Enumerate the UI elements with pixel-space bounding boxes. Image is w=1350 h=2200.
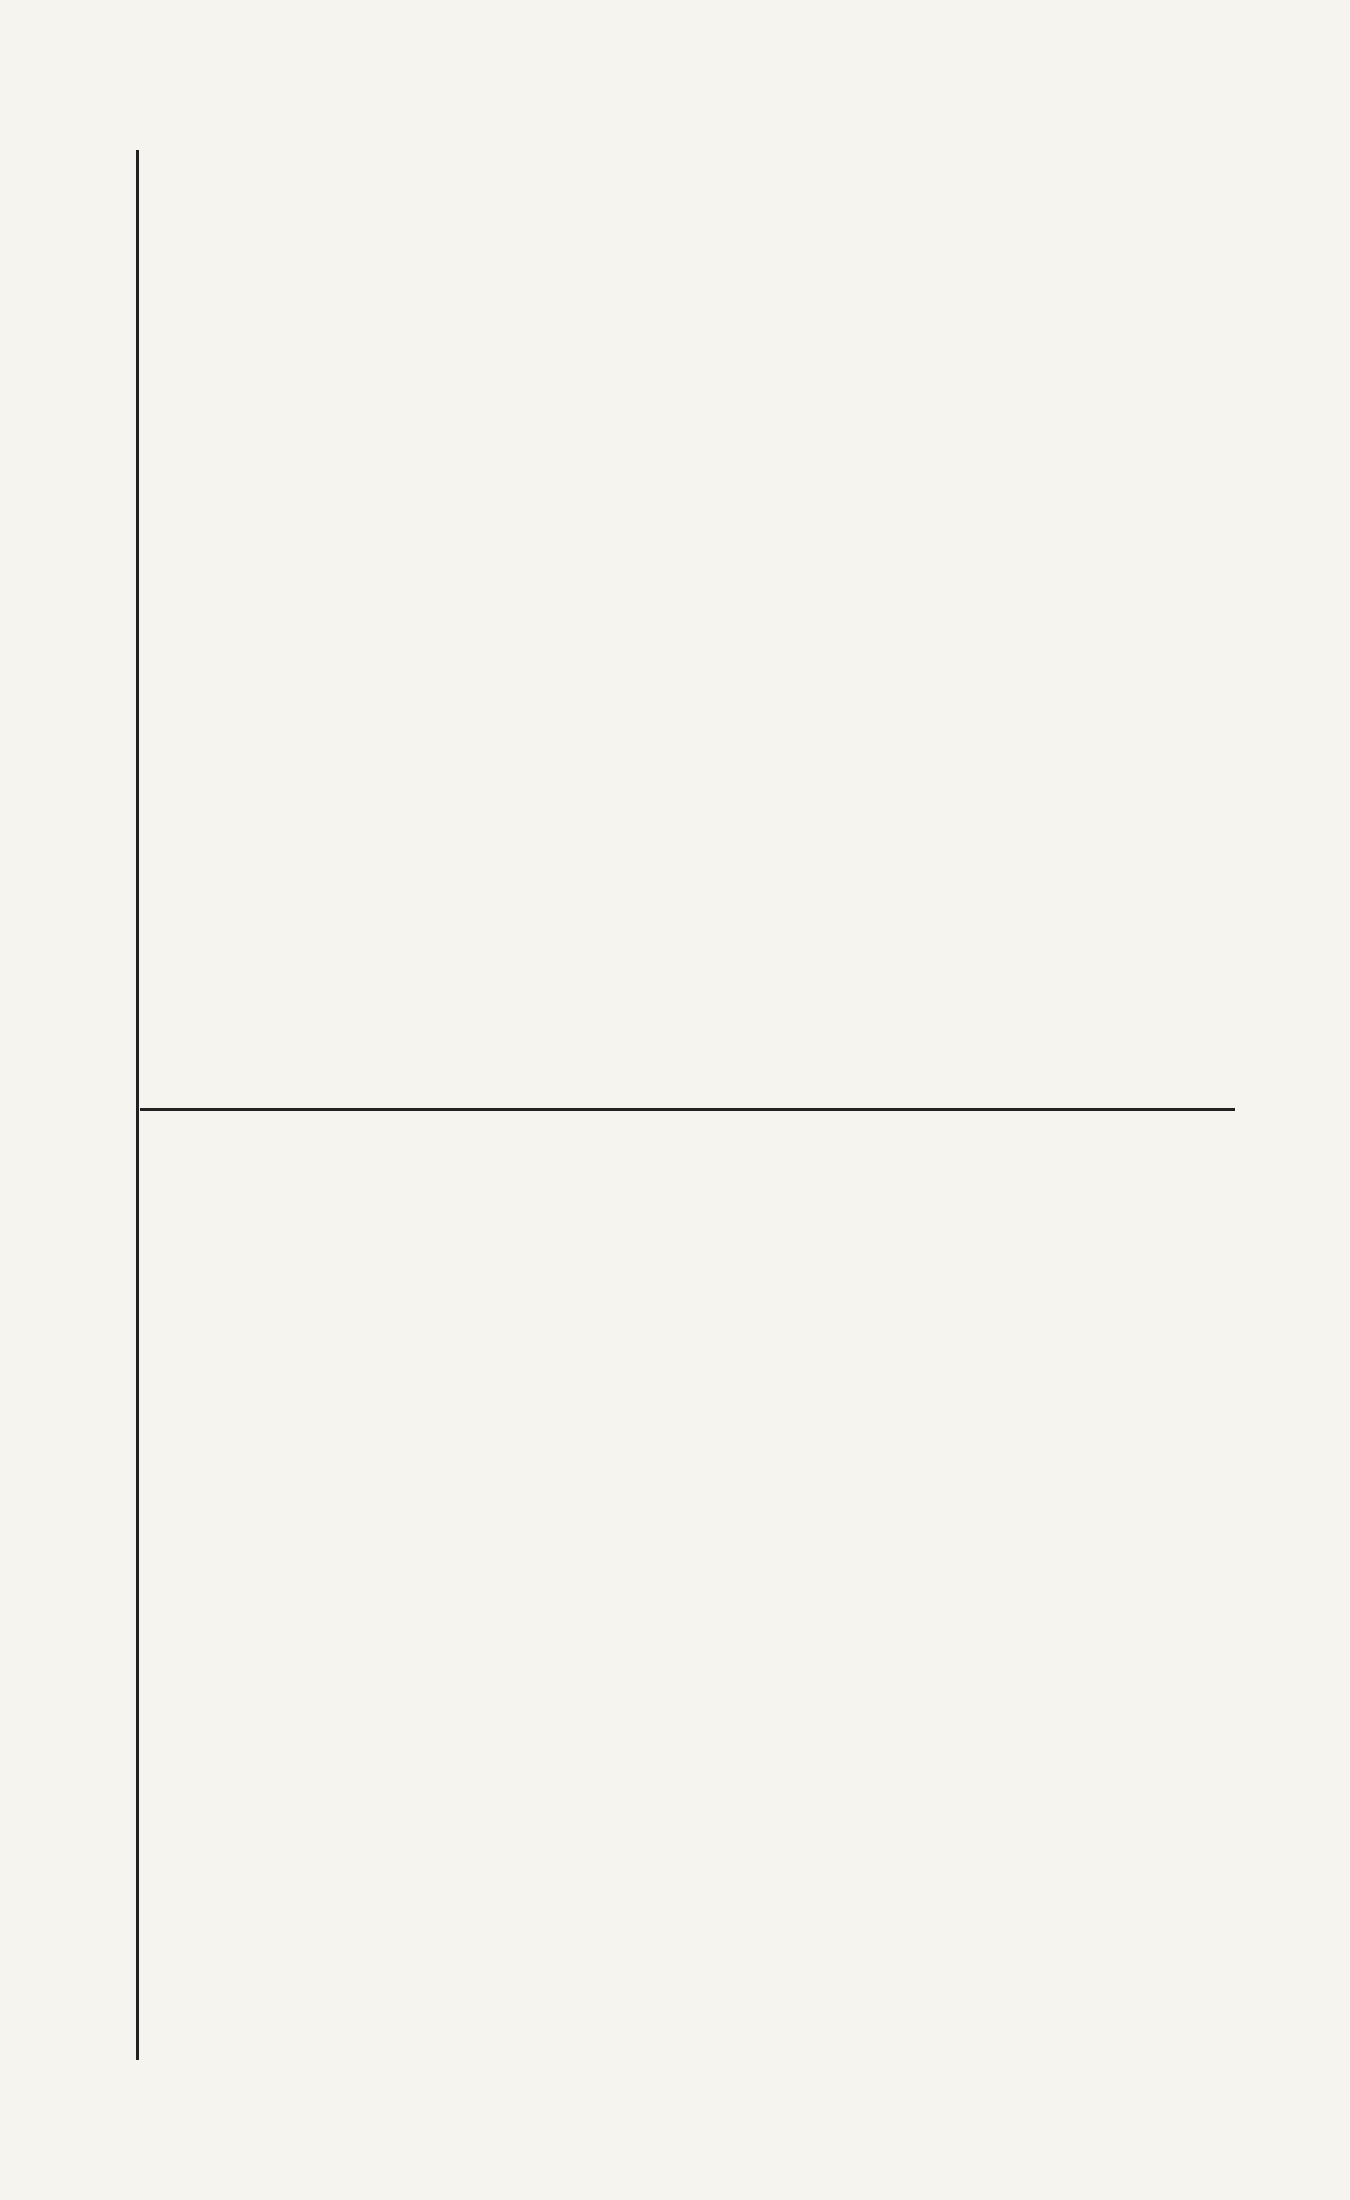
bottom-listing <box>150 1170 1235 2050</box>
top-listing <box>150 150 1235 1030</box>
left-margin-rule <box>136 150 139 2060</box>
section-divider <box>140 1108 1235 1111</box>
